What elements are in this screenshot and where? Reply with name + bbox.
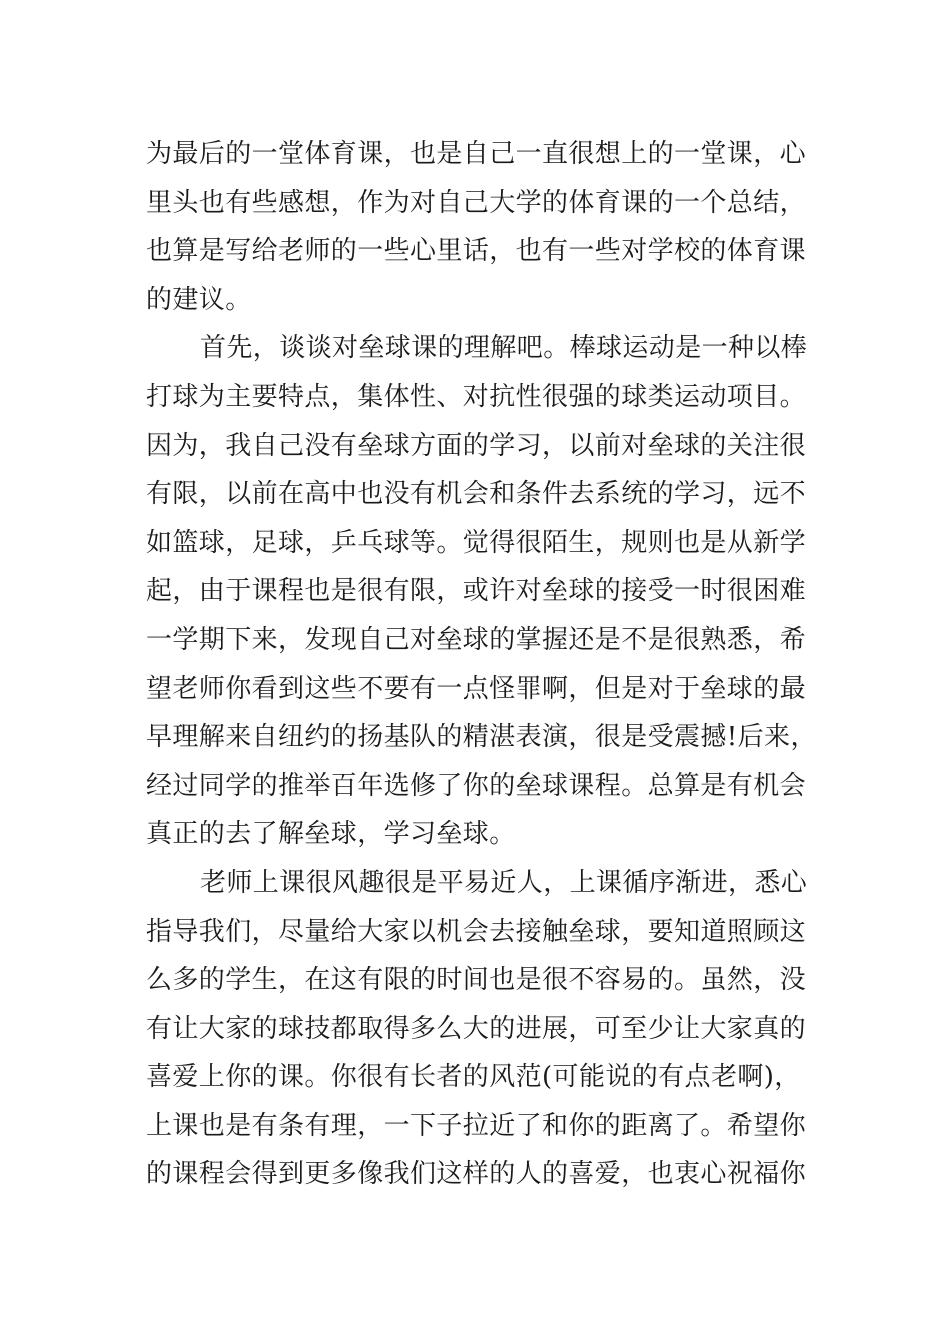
text-line: 有让大家的球技都取得多么大的进展，可至少让大家真的 [146,1013,807,1044]
text-line: 经过同学的推举百年选修了你的垒球课程。总算是有机会 [146,770,807,801]
text-line: 望老师你看到这些不要有一点怪罪啊，但是对于垒球的最 [146,673,807,704]
text-line: 起，由于课程也是很有限，或许对垒球的接受一时很困难 [146,576,807,607]
paragraph-1 [146,130,826,324]
text-line: 也算是写给老师的一些心里话，也有一些对学校的体育课 [146,236,807,267]
text-line: 喜爱上你的课。你很有长者的风范(可能说的有点老啊)， [146,1062,801,1093]
text-line: 一学期下来，发现自己对垒球的掌握还是不是很熟悉，希 [146,624,807,655]
text-line: 的建议。 [146,284,252,315]
document-body [146,130,826,1199]
text-line: 上课也是有条有理，一下子拉近了和你的距离了。希望你 [146,1110,807,1141]
text-line: 里头也有些感想，作为对自己大学的体育课的一个总结， [146,187,807,218]
text-line: 为最后的一堂体育课，也是自己一直很想上的一堂课，心 [146,139,807,169]
paragraph-3 [146,859,826,1199]
text-line: 首先，谈谈对垒球课的理解吧。棒球运动是一种以棒 [200,333,808,364]
text-line: 的课程会得到更多像我们这样的人的喜爱，也衷心祝福你 [146,1159,807,1190]
text-line: 真正的去了解垒球，学习垒球。 [146,819,516,850]
text-line: 指导我们，尽量给大家以机会去接触垒球，要知道照顾这 [146,916,807,947]
text-line: 老师上课很风趣很是平易近人，上课循序渐进，悉心 [200,867,808,898]
paragraph-2 [146,324,826,859]
text-line: 打球为主要特点，集体性、对抗性很强的球类运动项目。 [146,381,807,412]
text-line: 有限，以前在高中也没有机会和条件去系统的学习，远不 [146,479,807,510]
text-line: 么多的学生，在这有限的时间也是很不容易的。虽然，没 [146,965,807,996]
text-line: 因为，我自己没有垒球方面的学习，以前对垒球的关注很 [146,430,807,461]
text-line: 早理解来自纽约的扬基队的精湛表演，很是受震撼!后来， [146,722,817,753]
text-line: 如篮球，足球，乒乓球等。觉得很陌生，规则也是从新学 [146,527,807,558]
